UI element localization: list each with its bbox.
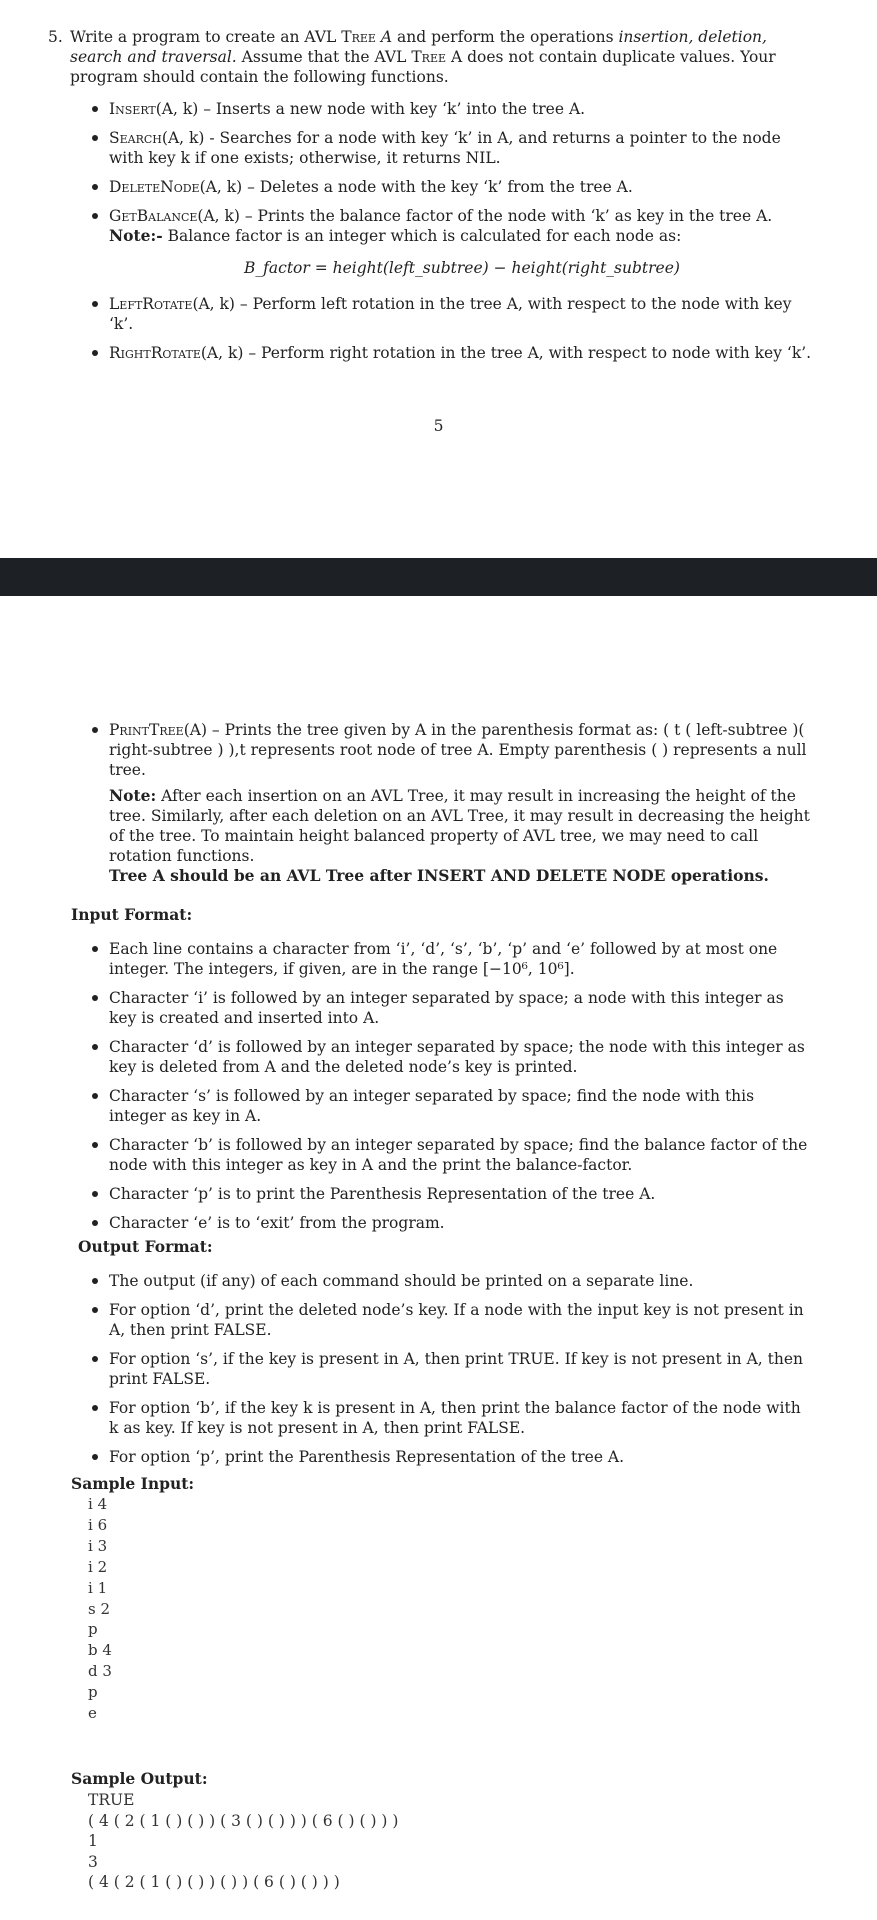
- function-item: DeleteNode(A, k) – Deletes a node with the key ‘k’ from the tree A.: [109, 177, 815, 197]
- sample-input-line: p: [88, 1620, 98, 1639]
- function-item: RightRotate(A, k) – Perform right rotation in the tree A, with respect to node with key ‘k’.: [109, 343, 815, 363]
- input-format-item: Character ‘d’ is followed by an integer separated by space; the node with this integer as key is deleted from A and the deleted node’s key is printed.: [109, 1037, 815, 1077]
- output-format-item: For option ‘p’, print the Parenthesis Representation of the tree A.: [109, 1447, 815, 1467]
- function-item: Insert(A, k) – Inserts a new node with key ‘k’ into the tree A.: [109, 99, 815, 119]
- function-item: LeftRotate(A, k) – Perform left rotation in the tree A, with respect to the node with key ‘k’.: [109, 294, 815, 334]
- sample-output-title: Sample Output:: [71, 1769, 208, 1788]
- output-format-list: [109, 1271, 815, 1476]
- sample-input-line: i 6: [88, 1515, 108, 1534]
- tree-word: Tree: [341, 28, 376, 46]
- balance-formula: B_factor = height(left_subtree) − height(right_subtree): [244, 259, 680, 277]
- question-number: 5.: [48, 28, 63, 46]
- input-format-title: Input Format:: [71, 905, 193, 924]
- sample-output-line: 1: [88, 1832, 98, 1850]
- page-two: [0, 596, 877, 1920]
- sample-input-block: [88, 1494, 112, 1724]
- input-format-item: Character ‘b’ is followed by an integer separated by space; find the balance factor of the node with this integer as key in A and the print the balance-factor.: [109, 1135, 815, 1175]
- avl-requirement: Tree A should be an AVL Tree after INSERT AND DELETE NODE operations.: [109, 866, 769, 885]
- sample-input-title: Sample Input:: [71, 1474, 195, 1493]
- output-format-item: For option ‘d’, print the deleted node’s key. If a node with the input key is not present in A, then print FALSE.: [109, 1300, 815, 1340]
- input-format-item: Character ‘e’ is to ‘exit’ from the program.: [109, 1213, 815, 1233]
- function-item: Search(A, k) - Searches for a node with key ‘k’ in A, and returns a pointer to the node with key k if one exists; otherwise, it returns NIL.: [109, 128, 815, 168]
- input-format-item: Character ‘p’ is to print the Parenthesis Representation of the tree A.: [109, 1184, 815, 1204]
- input-format-item: Character ‘s’ is followed by an integer separated by space; find the node with this integer as key in A.: [109, 1086, 815, 1126]
- sample-input-line: i 4: [88, 1495, 108, 1513]
- page-divider: [0, 558, 877, 596]
- input-format-list: [109, 939, 815, 1242]
- sample-input-line: i 3: [88, 1536, 108, 1555]
- height-note: Note: After each insertion on an AVL Tree, it may result in increasing the height of the tree. Similarly, after each deletion on an AVL Tree, it may result in decreasing the height of the tree. To maintain height balanced property of AVL tree, we may need to call rotation functions.: [109, 786, 810, 865]
- function-item: PrintTree(A) – Prints the tree given by A in the parenthesis format as: ( t ( left-subtree )( right-subtree ) ),t represents root node of tree A. Empty parenthesis ( ) represents a null tree. Note: After each insertion on an AVL Tree, it may result in increasing the height of the tree. Similarly, after each deletion on an AVL Tree, it may result in decreasing the height of the tree. To maintain height balanced property of AVL tree, we may need to call rotation functions. Tree A should be an AVL Tree after INSERT AND DELETE NODE operations.: [109, 720, 815, 886]
- sample-input-line: p: [88, 1683, 98, 1702]
- balance-note: Note:- Balance factor is an integer which is calculated for each node as:: [109, 226, 682, 245]
- output-format-item: The output (if any) of each command should be printed on a separate line.: [109, 1271, 815, 1291]
- sample-input-line: e: [88, 1704, 97, 1723]
- input-format-item: Character ‘i’ is followed by an integer separated by space; a node with this integer as key is created and inserted into A.: [109, 988, 815, 1028]
- function-list: [109, 99, 815, 372]
- input-format-item: Each line contains a character from ‘i’, ‘d’, ‘s’, ‘b’, ‘p’ and ‘e’ followed by at most one integer. The integers, if given, are in the range [−10⁶, 10⁶].: [109, 939, 815, 979]
- function-item: GetBalance(A, k) – Prints the balance factor of the node with ‘k’ as key in the tree A. Note:- Balance factor is an integer which is calculated for each node as: B_factor = height(left_subtree) − height(right_subtree): [109, 206, 815, 278]
- question-intro: Write a program to create an AVL Tree A and perform the operations insertion, deletion, search and traversal. Assume that the AVL Tree A does not contain duplicate values. Your program should contain the following functions.: [70, 28, 776, 86]
- sample-input-line: s 2: [88, 1599, 111, 1618]
- sample-output-line: ( 4 ( 2 ( 1 ( ) ( ) ) ( 3 ( ) ( ) ) ) ( 6 ( ) ( ) ) ): [88, 1811, 399, 1830]
- output-format-title: Output Format:: [78, 1237, 213, 1256]
- sample-input-line: d 3: [88, 1662, 112, 1681]
- output-format-item: For option ‘b’, if the key k is present in A, then print the balance factor of the node with k as key. If key is not present in A, then print FALSE.: [109, 1398, 815, 1438]
- output-format-item: For option ‘s’, if the key is present in A, then print TRUE. If key is not present in A, then print FALSE.: [109, 1349, 815, 1389]
- question-header: [48, 27, 818, 87]
- page-number: 5: [433, 417, 444, 435]
- sample-input-line: b 4: [88, 1641, 112, 1660]
- page-one: [0, 0, 877, 558]
- function-list-continued: [109, 720, 815, 886]
- sample-output-line: TRUE: [88, 1791, 135, 1809]
- sample-input-line: i 2: [88, 1557, 108, 1576]
- operations-list: insertion, deletion, search and traversal.: [70, 28, 767, 66]
- sample-output-block: [88, 1790, 398, 1893]
- sample-input-line: i 1: [88, 1578, 108, 1597]
- sample-output-line: 3: [88, 1852, 98, 1871]
- sample-output-line: ( 4 ( 2 ( 1 ( ) ( ) ) ( ) ) ( 6 ( ) ( ) ) ): [88, 1873, 340, 1891]
